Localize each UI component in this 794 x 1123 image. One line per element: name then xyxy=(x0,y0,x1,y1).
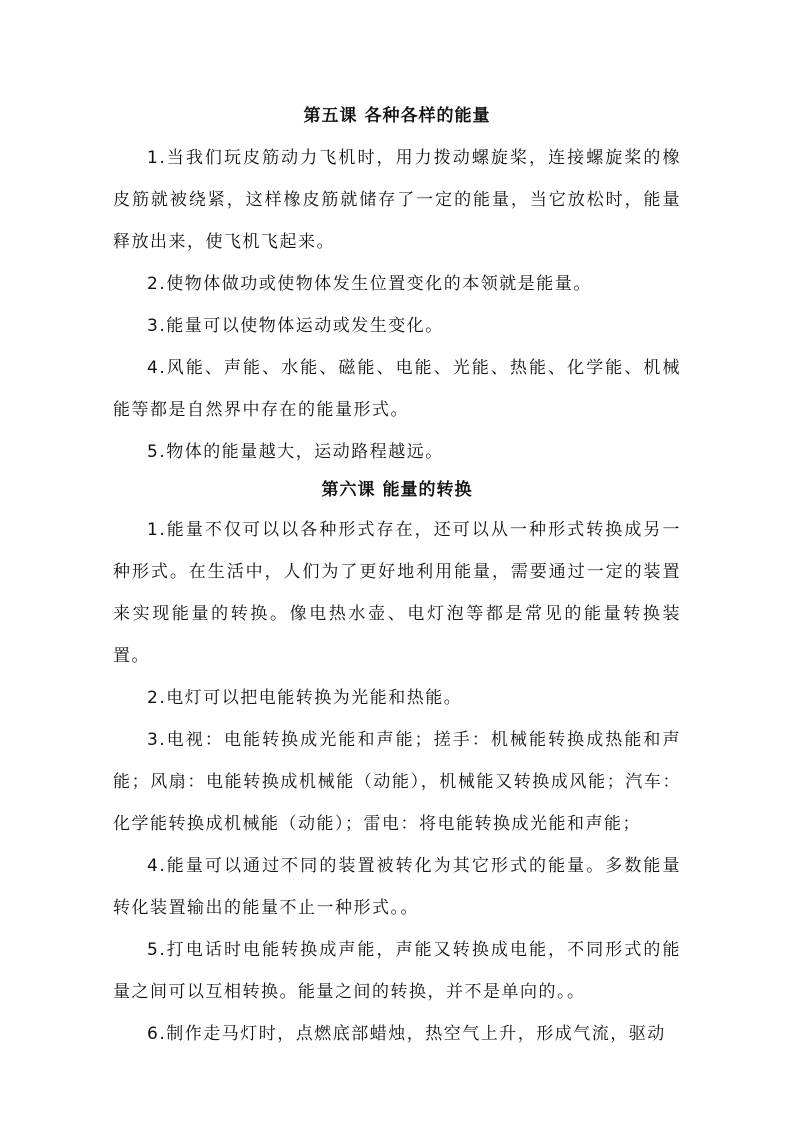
lesson6-item-1: 1.能量不仅可以以各种形式存在，还可以从一种形式转换成另一种形式。在生活中，人们为了更好地利用能量，需要通过一定的装置来实现能量的转换。像电热水壶、电灯泡等都是常见的能量转换装置。 xyxy=(113,520,681,666)
lesson5-item-2: 2.使物体做功或使物体发生位置变化的本领就是能量。 xyxy=(147,274,592,294)
lesson5-item-5: 5.物体的能量越大，运动路程越远。 xyxy=(147,442,444,462)
lesson5-title: 第五课 各种各样的能量 xyxy=(303,106,491,126)
lesson5-item-3: 3.能量可以使物体运动或发生变化。 xyxy=(147,316,444,336)
lesson6-title: 第六课 能量的转换 xyxy=(321,480,473,500)
lesson6-item-5: 5.打电话时电能转换成声能，声能又转换成电能，不同形式的能量之间可以互相转换。能量之间的转换，并不是单向的。。 xyxy=(113,940,681,1002)
lesson5-item-1: 1.当我们玩皮筋动力飞机时，用力拨动螺旋桨，连接螺旋桨的橡皮筋就被绕紧，这样橡皮筋就储存了一定的能量，当它放松时，能量释放出来，使飞机飞起来。 xyxy=(113,148,681,252)
lesson6-item-2: 2.电灯可以把电能转换为光能和热能。 xyxy=(147,688,463,708)
document-content xyxy=(113,101,681,1055)
lesson6-item-4: 4.能量可以通过不同的装置被转化为其它形式的能量。多数能量转化装置输出的能量不止一种形式。。 xyxy=(113,856,681,918)
lesson6-item-6: 6.制作走马灯时，点燃底部蜡烛，热空气上升，形成气流，驱动 xyxy=(147,1024,666,1044)
lesson5-item-4: 4.风能、声能、水能、磁能、电能、光能、热能、化学能、机械能等都是自然界中存在的能量形式。 xyxy=(113,358,681,420)
lesson6-item-3: 3.电视：电能转换成光能和声能；搓手：机械能转换成热能和声能；风扇：电能转换成机械能（动能），机械能又转换成风能；汽车：化学能转换成机械能（动能）；雷电：将电能转换成光能和声能； xyxy=(113,730,681,834)
